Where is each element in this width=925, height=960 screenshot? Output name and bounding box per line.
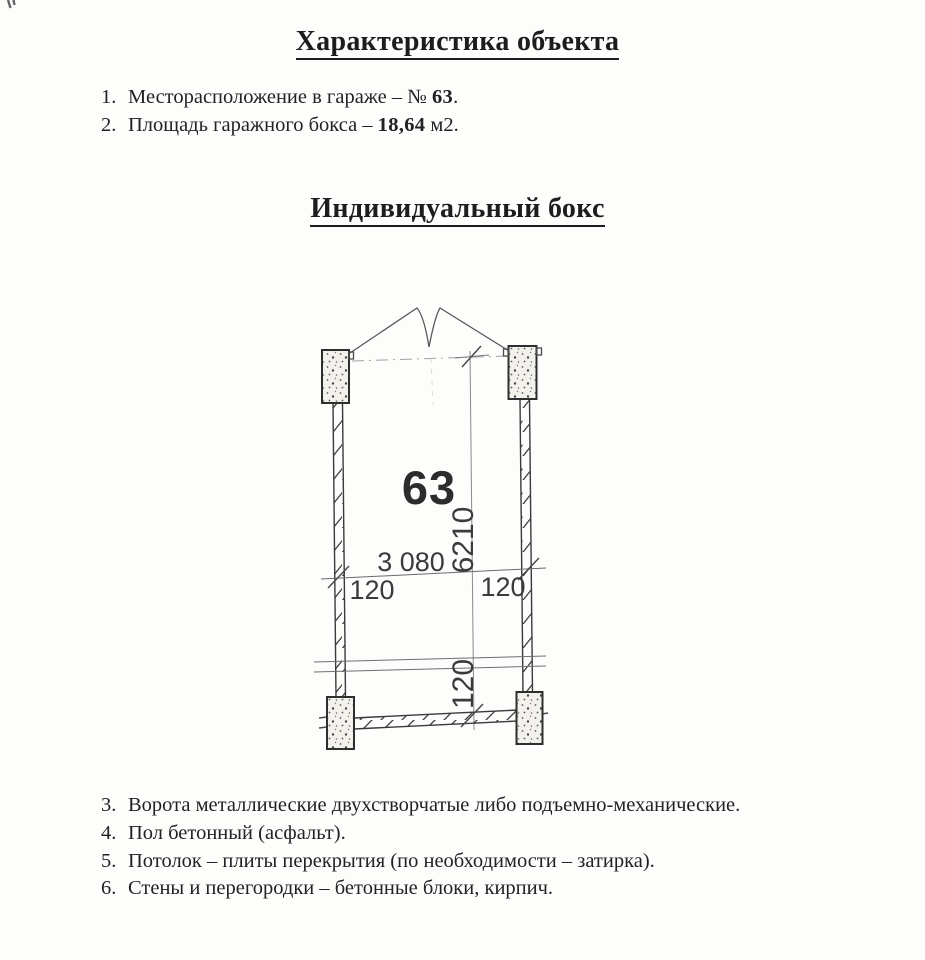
list-item-text: Площадь гаражного бокса – 18,64 м2. xyxy=(128,113,459,136)
gate-doors-line xyxy=(350,308,509,353)
faint-guide-line xyxy=(431,358,433,405)
list-item-text: Стены и перегородки – бетонные блоки, кирпич. xyxy=(128,877,554,900)
axis-dash-line xyxy=(352,356,508,361)
dim-wall-bottom-label: 120 xyxy=(447,658,480,710)
wall-bottom xyxy=(354,710,518,729)
wall-right xyxy=(520,399,533,693)
list-item xyxy=(101,875,740,903)
rear-wall-lines xyxy=(314,656,546,672)
dim-width-label: 3 080 xyxy=(377,547,445,577)
list-item-text: Ворота металлические двухстворчатые либо подъемно-механические. xyxy=(128,794,741,816)
list-item-number: 5. xyxy=(101,849,117,872)
characteristics-list-bottom xyxy=(101,792,740,903)
list-item xyxy=(101,820,740,848)
dim-wall-left-label: 120 xyxy=(349,575,395,605)
column-top-left xyxy=(322,350,349,403)
list-item-number: 4. xyxy=(101,821,117,844)
list-item-text: Потолок – плиты перекрытия (по необходимости – затирка). xyxy=(128,849,655,872)
scan-artifact xyxy=(8,0,15,8)
box-number-label: 63 xyxy=(401,461,457,514)
page-title-text: Характеристика объекта xyxy=(296,26,620,60)
list-item xyxy=(101,848,740,876)
list-item-number: 2. xyxy=(101,113,117,136)
list-item xyxy=(101,792,740,820)
list-item-number: 1. xyxy=(101,86,117,108)
dim-wall-right-label: 120 xyxy=(480,572,526,602)
list-item-text: Месторасположение в гараже – № 63. xyxy=(128,86,459,108)
list-item-number: 6. xyxy=(101,877,117,900)
column-bottom-right xyxy=(517,692,543,744)
wall-left xyxy=(333,403,346,697)
diagram-title-text: Индивидуальный бокс xyxy=(310,193,604,227)
column-bottom-left xyxy=(327,697,354,749)
dim-length-label: 6210 xyxy=(447,506,480,574)
list-item-number: 3. xyxy=(101,794,117,816)
list-item-text: Пол бетонный (асфальт). xyxy=(128,821,346,844)
column-top-right xyxy=(509,346,537,399)
